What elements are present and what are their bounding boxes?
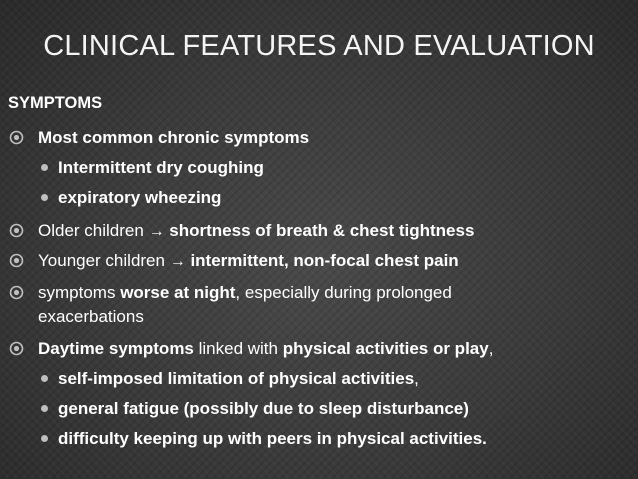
section-heading: SYMPTOMS bbox=[8, 94, 103, 112]
subbullet-text: general fatigue (possibly due to sleep disturbance) bbox=[58, 399, 469, 418]
bullet-text: Older children bbox=[38, 221, 144, 240]
bullet-emphasis: shortness of breath & chest tightness bbox=[169, 221, 475, 240]
bullet-emphasis-2: physical activities or play bbox=[282, 339, 489, 358]
bullet-daytime-symptoms bbox=[38, 338, 493, 359]
bullet-most-common bbox=[38, 127, 309, 148]
subbullet-text: Intermittent dry coughing bbox=[58, 158, 264, 177]
circled-dot-bullet-icon bbox=[9, 253, 24, 268]
circled-dot-bullet-icon bbox=[9, 130, 24, 145]
subbullet-dry-coughing bbox=[58, 157, 264, 178]
bullet-text: symptoms bbox=[38, 283, 121, 302]
circled-dot-bullet-icon bbox=[9, 285, 24, 300]
round-bullet-icon bbox=[41, 375, 48, 382]
subbullet-fatigue bbox=[58, 398, 469, 419]
arrow-icon: → bbox=[169, 253, 186, 270]
bullet-younger-children bbox=[38, 250, 459, 272]
bullet-worse-at-night bbox=[38, 282, 452, 303]
bullet-text-continued: , especially during prolonged bbox=[235, 283, 452, 302]
subbullet-wheezing bbox=[58, 187, 221, 208]
subbullet-text: expiratory wheezing bbox=[58, 188, 222, 207]
bullet-emphasis: intermittent, non-focal chest pain bbox=[190, 251, 459, 270]
subbullet-self-imposed bbox=[58, 368, 419, 389]
bullet-text: Younger children bbox=[38, 251, 165, 270]
subbullet-punctuation: , bbox=[414, 369, 419, 388]
bullet-punctuation: , bbox=[488, 339, 494, 358]
arrow-icon: → bbox=[148, 223, 165, 240]
round-bullet-icon bbox=[41, 194, 48, 201]
bullet-worse-at-night-line2 bbox=[38, 306, 144, 327]
round-bullet-icon bbox=[41, 164, 48, 171]
bullet-text: Most common chronic symptoms bbox=[38, 128, 310, 147]
bullet-emphasis: worse at night bbox=[120, 283, 236, 302]
subbullet-text: self-imposed limitation of physical activities bbox=[58, 369, 415, 388]
bullet-older-children bbox=[38, 220, 474, 242]
circled-dot-bullet-icon bbox=[9, 341, 24, 356]
bullet-emphasis: Daytime symptoms bbox=[38, 339, 194, 358]
slide-title: CLINICAL FEATURES AND EVALUATION bbox=[43, 30, 595, 62]
bullet-text: linked with bbox=[193, 339, 283, 358]
round-bullet-icon bbox=[41, 405, 48, 412]
round-bullet-icon bbox=[41, 435, 48, 442]
subbullet-keeping-up bbox=[58, 428, 487, 449]
circled-dot-bullet-icon bbox=[9, 223, 24, 238]
bullet-text-wrap: exacerbations bbox=[38, 307, 144, 326]
subbullet-text: difficulty keeping up with peers in physical activities. bbox=[58, 429, 487, 448]
